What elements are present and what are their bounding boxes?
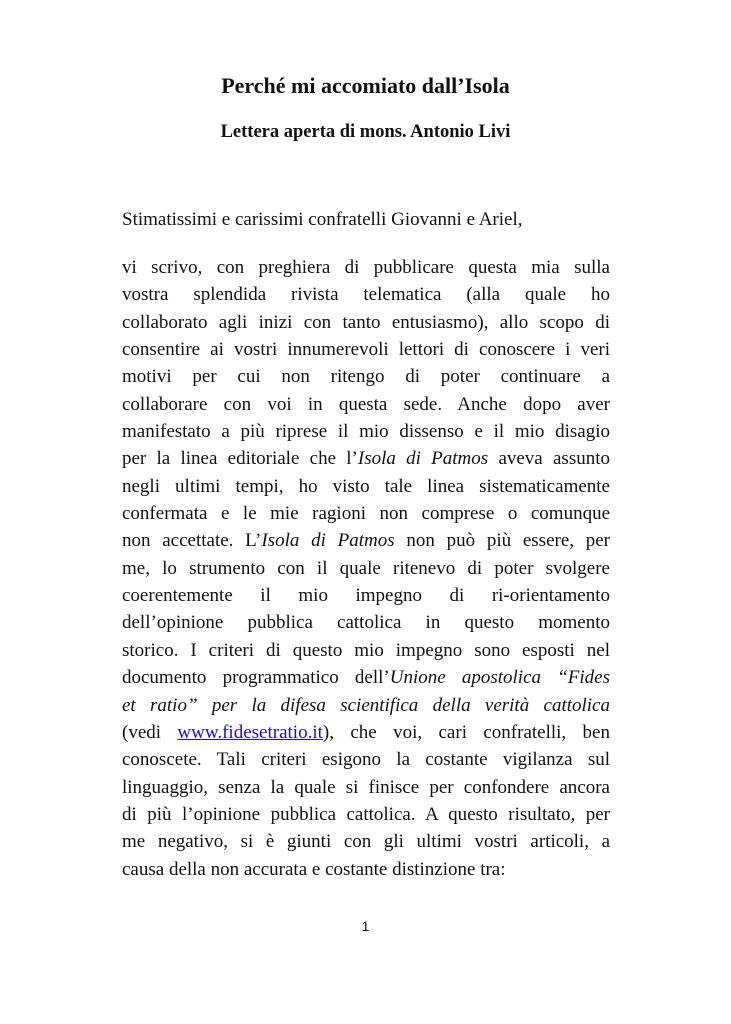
body-line	[122, 418, 610, 445]
letter-body	[122, 254, 610, 883]
body-line	[122, 500, 610, 527]
body-line	[122, 692, 610, 719]
body-text: causa della non accurata e costante distinzione tra:	[122, 858, 506, 880]
document-title: Perché mi accomiato dall’Isola	[221, 73, 510, 98]
body-text: storico. I criteri di questo mio impegno sono esposti nel	[122, 639, 610, 661]
body-text: collaborato agli inizi con tanto entusiasmo), allo scopo di	[122, 311, 610, 333]
body-text: linguaggio, senza la quale si finisce per confondere ancora	[122, 776, 610, 798]
body-text: di più l’opinione pubblica cattolica. A questo risultato, per	[122, 803, 610, 825]
body-text: dell’opinione pubblica cattolica in questo momento	[122, 612, 610, 634]
body-text: per la linea editoriale che l’	[122, 448, 358, 470]
body-line	[122, 664, 610, 691]
body-line	[122, 856, 610, 883]
body-text: consentire ai vostri innumerevoli lettori di conoscere i veri	[122, 339, 610, 361]
body-line	[122, 336, 610, 363]
body-text: aveva assunto	[488, 448, 610, 470]
italic-text: et ratio” per la difesa scientifica della verità cattolica	[122, 694, 610, 716]
body-text: non può più essere, per	[394, 530, 611, 552]
body-line	[122, 363, 610, 390]
body-line	[122, 281, 610, 308]
body-line	[122, 309, 610, 336]
body-line	[122, 555, 610, 582]
body-text: motivi per cui non ritengo di poter continuare a	[122, 366, 610, 388]
italic-text: Isola di Patmos	[357, 448, 489, 470]
body-line	[122, 391, 610, 418]
body-line	[122, 801, 610, 828]
body-text: non accettate. L’	[122, 530, 262, 552]
body-text: (vedi	[122, 721, 178, 743]
letter-salutation: Stimatissimi e carissimi confratelli Giovanni e Ariel,	[122, 209, 523, 230]
body-text: conoscete. Tali criteri esigono la costante vigilanza sul	[122, 749, 610, 771]
body-line	[122, 746, 610, 773]
body-line	[122, 445, 610, 472]
body-text: vostra splendida rivista telematica (alla quale ho	[122, 284, 610, 306]
body-text: manifestato a più riprese il mio dissenso e il mio disagio	[122, 421, 610, 443]
body-text: ), che voi, cari confratelli, ben	[322, 721, 610, 743]
body-text: me negativo, si è giunti con gli ultimi vostri articoli, a	[122, 831, 610, 853]
body-line	[122, 774, 610, 801]
body-line	[122, 609, 610, 636]
italic-text: Unione apostolica “Fides	[389, 667, 610, 689]
body-line	[122, 637, 610, 664]
page-number: 1	[361, 918, 370, 934]
body-line	[122, 828, 610, 855]
body-text: me, lo strumento con il quale ritenevo di poter svolgere	[122, 557, 610, 579]
document-subtitle: Lettera aperta di mons. Antonio Livi	[220, 122, 511, 142]
body-text: documento programmatico dell’	[122, 667, 390, 689]
body-line	[122, 527, 610, 554]
body-line	[122, 473, 610, 500]
body-text: collaborare con voi in questa sede. Anche dopo aver	[122, 393, 610, 415]
body-line	[122, 254, 610, 281]
body-text: negli ultimi tempi, ho visto tale linea sistematicamente	[122, 475, 610, 497]
body-line	[122, 582, 610, 609]
fidesetratio-link[interactable]: www.fidesetratio.it	[177, 721, 323, 743]
body-text: vi scrivo, con preghiera di pubblicare questa mia sulla	[122, 257, 610, 278]
body-text: coerentemente il mio impegno di ri-orientamento	[122, 585, 610, 607]
body-line	[122, 719, 610, 746]
body-text: confermata e le mie ragioni non comprese o comunque	[122, 503, 610, 525]
italic-text: Isola di Patmos	[261, 530, 395, 552]
